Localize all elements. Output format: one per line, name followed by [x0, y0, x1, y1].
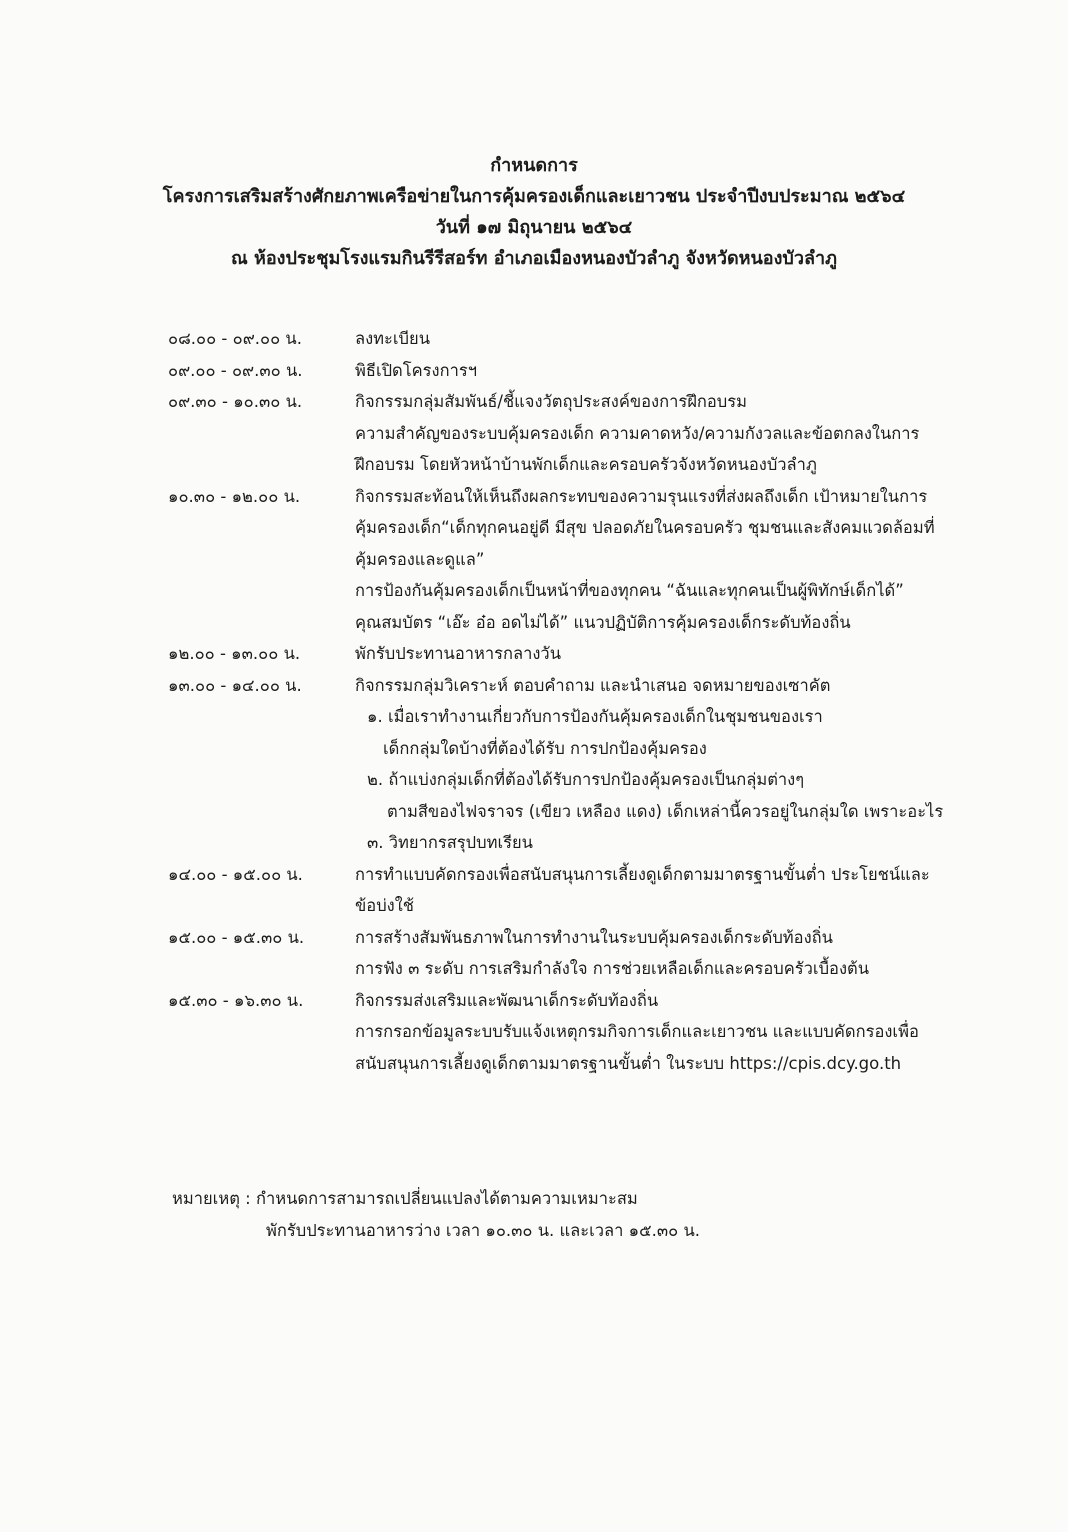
schedule-line: กิจกรรมสะท้อนให้เห็นถึงผลกระทบของความรุนแรงที่ส่งผลถึงเด็ก เป้าหมายในการ: [355, 486, 928, 506]
schedule-line: คุ้มครองและดูแล”: [355, 549, 485, 569]
schedule-line: การสร้างสัมพันธภาพในการทำงานในระบบคุ้มครองเด็กระดับท้องถิ่น: [355, 927, 833, 947]
schedule-description: [355, 859, 998, 922]
schedule-table: [168, 323, 998, 1079]
schedule-time: ๑๔.๐๐ - ๑๕.๐๐ น.: [168, 864, 303, 884]
schedule-subitem: ๑. เมื่อเราทำงานเกี่ยวกับการป้องกันคุ้มครองเด็กในชุมชนของเรา: [367, 707, 823, 726]
schedule-line: กิจกรรมส่งเสริมและพัฒนาเด็กระดับท้องถิ่น: [355, 990, 659, 1010]
schedule-line: ลงทะเบียน: [355, 329, 430, 348]
schedule-subitem-continuation: เด็กกลุ่มใดบ้างที่ต้องได้รับ การปกป้องคุ้มครอง: [383, 738, 707, 758]
remark-line: พักรับประทานอาหารว่าง เวลา ๑๐.๓๐ น. และเวลา ๑๕.๓๐ น.: [266, 1221, 700, 1240]
schedule-line: พิธีเปิดโครงการฯ: [355, 360, 477, 380]
schedule-line: กิจกรรมกลุ่มสัมพันธ์/ชี้แจงวัตถุประสงค์ของการฝึกอบรม: [355, 392, 747, 411]
schedule-description: [355, 985, 998, 1080]
schedule-line: พักรับประทานอาหารกลางวัน: [355, 644, 561, 663]
schedule-line: ความสำคัญของระบบคุ้มครองเด็ก ความคาดหวัง/ความกังวลและข้อตกลงในการ: [355, 423, 920, 443]
schedule-description: [355, 386, 998, 481]
schedule-row: [168, 670, 998, 859]
schedule-time: ๑๐.๓๐ - ๑๒.๐๐ น.: [168, 486, 301, 506]
document-header: [0, 150, 1068, 274]
header-venue: ณ ห้องประชุมโรงแรมกินรีรีสอร์ท อำเภอเมืองหนองบัวลำภู จังหวัดหนองบัวลำภู: [231, 248, 837, 269]
schedule-row: [168, 859, 998, 922]
schedule-time: ๑๒.๐๐ - ๑๓.๐๐ น.: [168, 644, 301, 663]
schedule-row: [168, 386, 998, 481]
schedule-line: คุณสมบัตร “เอ๊ะ อ๋อ อดไม่ได้” แนวปฏิบัติการคุ้มครองเด็กระดับท้องถิ่น: [355, 612, 851, 632]
schedule-line: การทำแบบคัดกรองเพื่อสนับสนุนการเลี้ยงดูเด็กตามมาตรฐานขั้นต่ำ ประโยชน์และ: [355, 864, 930, 884]
schedule-description: [355, 355, 998, 387]
schedule-description: [355, 638, 998, 670]
schedule-line: กิจกรรมกลุ่มวิเคราะห์ ตอบคำถาม และนำเสนอ จดหมายของเซาคัต: [355, 675, 831, 695]
schedule-line: ฝึกอบรม โดยหัวหน้าบ้านพักเด็กและครอบครัวจังหวัดหนองบัวลำภู: [355, 455, 817, 474]
schedule-row: [168, 922, 998, 985]
schedule-description: [355, 670, 998, 859]
schedule-time: ๑๕.๓๐ - ๑๖.๓๐ น.: [168, 990, 304, 1010]
schedule-line: การกรอกข้อมูลระบบรับแจ้งเหตุกรมกิจการเด็กและเยาวชน และแบบคัดกรองเพื่อ: [355, 1022, 919, 1041]
remark-line: หมายเหตุ : กำหนดการสามารถเปลี่ยนแปลงได้ตามความเหมาะสม: [172, 1189, 638, 1208]
schedule-subitem: ๓. วิทยากรสรุปบทเรียน: [367, 833, 533, 852]
schedule-subitem-continuation: ตามสีของไฟจราจร (เขียว เหลือง แดง) เด็กเหล่านี้ควรอยู่ในกลุ่มใด เพราะอะไร: [387, 801, 944, 821]
schedule-row: [168, 638, 998, 670]
schedule-time: ๐๙.๐๐ - ๐๙.๓๐ น.: [168, 360, 303, 380]
header-date: วันที่ ๑๗ มิถุนายน ๒๕๖๔: [435, 217, 633, 238]
schedule-line: การป้องกันคุ้มครองเด็กเป็นหน้าที่ของทุกคน “ฉันและทุกคนเป็นผู้พิทักษ์เด็กได้”: [355, 581, 904, 600]
schedule-line: ข้อบ่งใช้: [355, 896, 414, 915]
remarks: [172, 1183, 1002, 1247]
schedule-time: ๐๘.๐๐ - ๐๙.๐๐ น.: [168, 329, 302, 348]
header-project-name: โครงการเสริมสร้างศักยภาพเครือข่ายในการคุ้มครองเด็กและเยาวชน ประจำปีงบประมาณ ๒๕๖๔: [162, 186, 906, 207]
schedule-time: ๑๕.๐๐ - ๑๕.๓๐ น.: [168, 927, 305, 947]
schedule-row: [168, 323, 998, 355]
header-title: กำหนดการ: [490, 155, 578, 176]
schedule-line: สนับสนุนการเลี้ยงดูเด็กตามมาตรฐานขั้นต่ำ ในระบบ https://cpis.dcy.go.th: [355, 1053, 902, 1073]
schedule-description: [355, 922, 998, 985]
schedule-row: [168, 481, 998, 639]
schedule-line: คุ้มครองเด็ก“เด็กทุกคนอยู่ดี มีสุข ปลอดภัยในครอบครัว ชุมชนและสังคมแวดล้อมที่: [355, 518, 935, 537]
schedule-description: [355, 323, 998, 355]
schedule-row: [168, 355, 998, 387]
schedule-row: [168, 985, 998, 1080]
schedule-subitem: ๒. ถ้าแบ่งกลุ่มเด็กที่ต้องได้รับการปกป้องคุ้มครองเป็นกลุ่มต่างๆ: [367, 770, 805, 789]
schedule-line: การฟัง ๓ ระดับ การเสริมกำลังใจ การช่วยเหลือเด็กและครอบครัวเบื้องต้น: [355, 959, 870, 978]
schedule-time: ๐๙.๓๐ - ๑๐.๓๐ น.: [168, 392, 303, 411]
schedule-time: ๑๓.๐๐ - ๑๔.๐๐ น.: [168, 675, 302, 695]
schedule-description: [355, 481, 998, 639]
